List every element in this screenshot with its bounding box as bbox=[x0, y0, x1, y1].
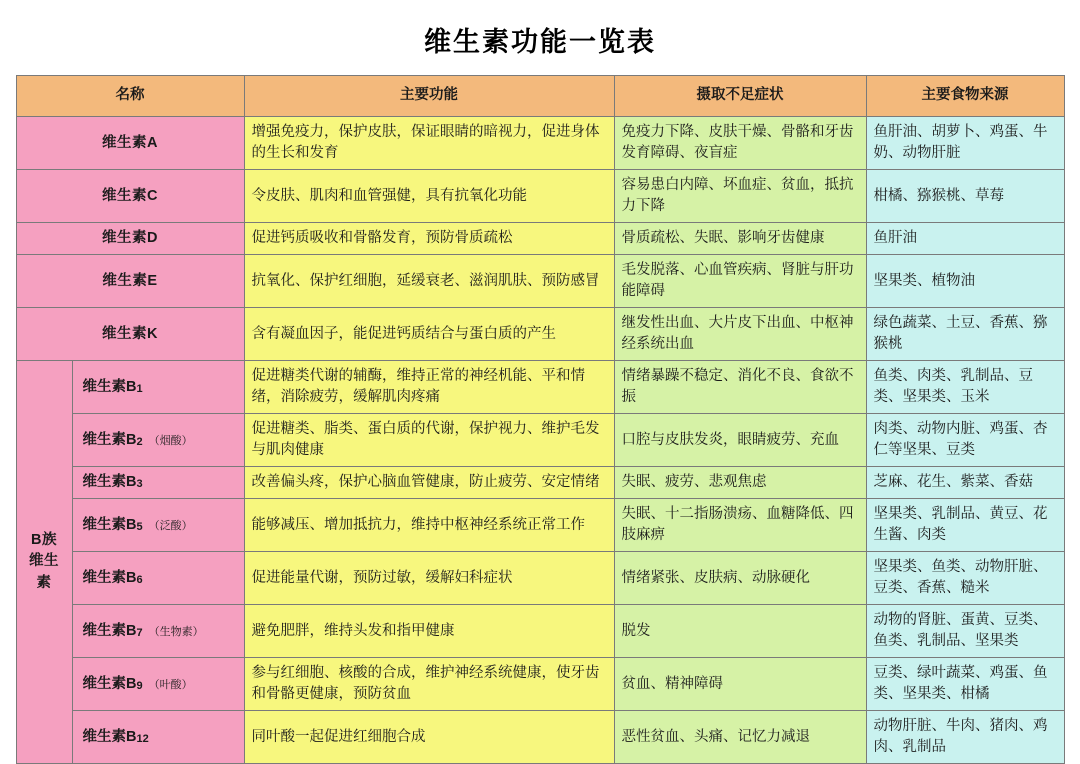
vitamin-name: 维生素K bbox=[16, 308, 244, 361]
vitamin-name-alias: （泛酸） bbox=[148, 519, 193, 532]
vitamin-food: 坚果类、植物油 bbox=[866, 255, 1064, 308]
column-header-symptoms: 摄取不足症状 bbox=[614, 76, 866, 117]
vitamin-name bbox=[72, 658, 244, 711]
column-header-name: 名称 bbox=[16, 76, 244, 117]
vitamin-name bbox=[72, 605, 244, 658]
vitamin-symptoms: 恶性贫血、头痛、记忆力减退 bbox=[614, 711, 866, 764]
vitamin-food: 动物肝脏、牛肉、猪肉、鸡肉、乳制品 bbox=[866, 711, 1064, 764]
table-row bbox=[16, 223, 1064, 255]
vitamin-name-alias: （生物素） bbox=[148, 625, 204, 638]
vitamin-function: 促进糖类、脂类、蛋白质的代谢，保护视力、维护毛发与肌肉健康 bbox=[244, 414, 614, 467]
vitamin-name bbox=[72, 467, 244, 499]
vitamin-function: 含有凝血因子，能促进钙质结合与蛋白质的产生 bbox=[244, 308, 614, 361]
vitamin-symptoms: 继发性出血、大片皮下出血、中枢神经系统出血 bbox=[614, 308, 866, 361]
table-row bbox=[16, 552, 1064, 605]
vitamin-symptoms: 贫血、精神障碍 bbox=[614, 658, 866, 711]
table-row bbox=[16, 170, 1064, 223]
vitamin-symptoms: 毛发脱落、心血管疾病、肾脏与肝功能障碍 bbox=[614, 255, 866, 308]
vitamin-food: 肉类、动物内脏、鸡蛋、杏仁等坚果、豆类 bbox=[866, 414, 1064, 467]
vitamin-food: 鱼肝油 bbox=[866, 223, 1064, 255]
vitamin-name-subscript: 9 bbox=[136, 679, 143, 692]
vitamin-name bbox=[72, 711, 244, 764]
vitamin-symptoms: 情绪暴躁不稳定、消化不良、食欲不振 bbox=[614, 361, 866, 414]
vitamin-function: 促进糖类代谢的辅酶，维持正常的神经机能、平和情绪，消除疲劳，缓解肌肉疼痛 bbox=[244, 361, 614, 414]
column-header-food: 主要食物来源 bbox=[866, 76, 1064, 117]
vitamin-name-subscript: 5 bbox=[136, 520, 143, 533]
vitamin-function: 促进能量代谢，预防过敏，缓解妇科症状 bbox=[244, 552, 614, 605]
vitamin-name-subscript: 6 bbox=[136, 573, 143, 586]
vitamin-name: 维生素E bbox=[16, 255, 244, 308]
vitamin-food: 绿色蔬菜、土豆、香蕉、猕猴桃 bbox=[866, 308, 1064, 361]
vitamin-group-label-line2: 维生素 bbox=[29, 553, 59, 592]
vitamin-food: 鱼类、肉类、乳制品、豆类、坚果类、玉米 bbox=[866, 361, 1064, 414]
vitamin-function: 促进钙质吸收和骨骼发育，预防骨质疏松 bbox=[244, 223, 614, 255]
vitamin-food: 坚果类、乳制品、黄豆、花生酱、肉类 bbox=[866, 499, 1064, 552]
vitamin-symptoms: 脱发 bbox=[614, 605, 866, 658]
vitamin-food: 动物的肾脏、蛋黄、豆类、鱼类、乳制品、坚果类 bbox=[866, 605, 1064, 658]
table-row bbox=[16, 658, 1064, 711]
vitamin-name-text: 维生素B bbox=[82, 728, 137, 745]
vitamin-name-subscript: 1 bbox=[136, 382, 143, 395]
vitamin-name bbox=[72, 361, 244, 414]
vitamin-symptoms: 免疫力下降、皮肤干燥、骨骼和牙齿发育障碍、夜盲症 bbox=[614, 117, 866, 170]
table-row bbox=[16, 308, 1064, 361]
vitamin-name-alias bbox=[143, 477, 149, 489]
table-row bbox=[16, 255, 1064, 308]
vitamin-name-alias: （叶酸） bbox=[148, 678, 193, 691]
vitamin-name-alias bbox=[143, 382, 149, 394]
vitamin-function: 增强免疫力，保护皮肤，保证眼睛的暗视力，促进身体的生长和发育 bbox=[244, 117, 614, 170]
vitamin-function-table bbox=[16, 75, 1065, 764]
vitamin-function: 同叶酸一起促进红细胞合成 bbox=[244, 711, 614, 764]
table-row bbox=[16, 711, 1064, 764]
vitamin-food: 柑橘、猕猴桃、草莓 bbox=[866, 170, 1064, 223]
vitamin-group-label-line1: B族 bbox=[31, 531, 57, 548]
vitamin-function: 改善偏头疼，保护心脑血管健康，防止疲劳、安定情绪 bbox=[244, 467, 614, 499]
vitamin-food: 鱼肝油、胡萝卜、鸡蛋、牛奶、动物肝脏 bbox=[866, 117, 1064, 170]
vitamin-name-text: 维生素B bbox=[82, 378, 137, 395]
table-row bbox=[16, 414, 1064, 467]
vitamin-name: 维生素C bbox=[16, 170, 244, 223]
vitamin-name: 维生素A bbox=[16, 117, 244, 170]
vitamin-symptoms: 失眠、疲劳、悲观焦虑 bbox=[614, 467, 866, 499]
vitamin-name-alias bbox=[143, 573, 149, 585]
table-row bbox=[16, 499, 1064, 552]
vitamin-symptoms: 情绪紧张、皮肤病、动脉硬化 bbox=[614, 552, 866, 605]
vitamin-name-alias: （烟酸） bbox=[148, 434, 193, 447]
vitamin-name bbox=[72, 552, 244, 605]
table-header-row bbox=[16, 76, 1064, 117]
vitamin-symptoms: 失眠、十二指肠溃疡、血糖降低、四肢麻痹 bbox=[614, 499, 866, 552]
vitamin-name-subscript: 7 bbox=[136, 626, 143, 639]
vitamin-name-text: 维生素B bbox=[82, 675, 137, 692]
vitamin-function: 令皮肤、肌肉和血管强健，具有抗氧化功能 bbox=[244, 170, 614, 223]
vitamin-food: 豆类、绿叶蔬菜、鸡蛋、鱼类、坚果类、柑橘 bbox=[866, 658, 1064, 711]
vitamin-food: 坚果类、鱼类、动物肝脏、豆类、香蕉、糙米 bbox=[866, 552, 1064, 605]
vitamin-name-subscript: 12 bbox=[136, 732, 149, 745]
table-row bbox=[16, 117, 1064, 170]
vitamin-symptoms: 骨质疏松、失眠、影响牙齿健康 bbox=[614, 223, 866, 255]
vitamin-name-subscript: 3 bbox=[136, 478, 143, 491]
table-body bbox=[16, 117, 1064, 764]
column-header-function: 主要功能 bbox=[244, 76, 614, 117]
vitamin-name-text: 维生素B bbox=[82, 431, 137, 448]
page-title: 维生素功能一览表 bbox=[424, 27, 656, 57]
table-row bbox=[16, 467, 1064, 499]
vitamin-symptoms: 口腔与皮肤发炎，眼睛疲劳、充血 bbox=[614, 414, 866, 467]
vitamin-symptoms: 容易患白内障、坏血症、贫血，抵抗力下降 bbox=[614, 170, 866, 223]
vitamin-name-text: 维生素B bbox=[82, 516, 137, 533]
table-row bbox=[16, 361, 1064, 414]
vitamin-function: 避免肥胖，维持头发和指甲健康 bbox=[244, 605, 614, 658]
table-header bbox=[16, 76, 1064, 117]
vitamin-name bbox=[72, 499, 244, 552]
vitamin-name bbox=[72, 414, 244, 467]
vitamin-name-text: 维生素B bbox=[82, 569, 137, 586]
vitamin-name-subscript: 2 bbox=[136, 435, 143, 448]
vitamin-name: 维生素D bbox=[16, 223, 244, 255]
vitamin-name-text: 维生素B bbox=[82, 474, 137, 491]
vitamin-function: 参与红细胞、核酸的合成，维护神经系统健康，使牙齿和骨骼更健康，预防贫血 bbox=[244, 658, 614, 711]
vitamin-name-text: 维生素B bbox=[82, 622, 137, 639]
table-row bbox=[16, 605, 1064, 658]
vitamin-function: 能够减压、增加抵抗力，维持中枢神经系统正常工作 bbox=[244, 499, 614, 552]
vitamin-group-label bbox=[16, 361, 72, 764]
vitamin-name-alias bbox=[149, 732, 155, 744]
vitamin-function: 抗氧化、保护红细胞，延缓衰老、滋润肌肤、预防感冒 bbox=[244, 255, 614, 308]
vitamin-food: 芝麻、花生、紫菜、香菇 bbox=[866, 467, 1064, 499]
